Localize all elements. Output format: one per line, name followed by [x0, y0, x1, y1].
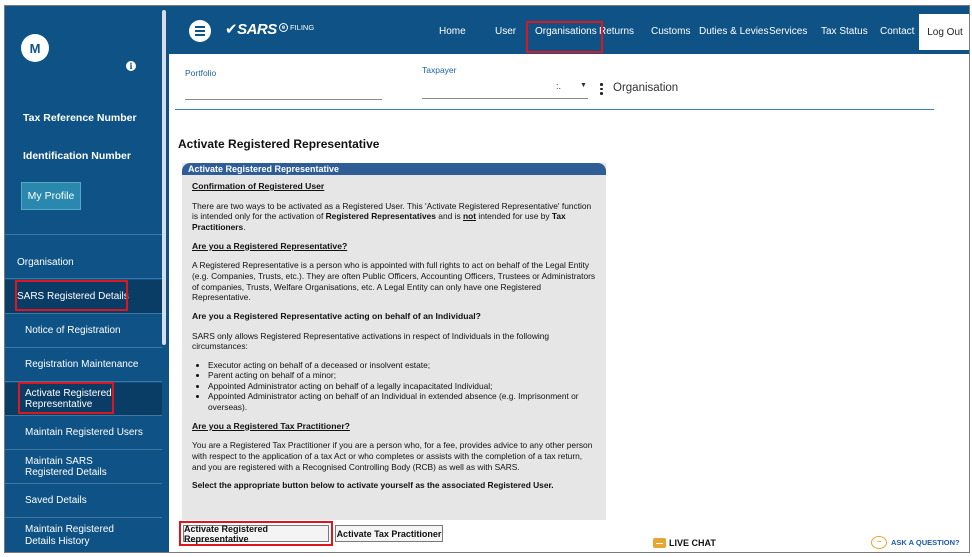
nav-user[interactable]: User: [495, 26, 517, 37]
select-instruction: Select the appropriate button below to activate yourself as the associated Registered User.: [192, 480, 554, 491]
nav-contact[interactable]: Contact: [880, 26, 915, 37]
context-label: Organisation: [613, 82, 679, 94]
portfolio-label: Portfolio: [185, 68, 217, 78]
logo-text: SARS: [237, 21, 277, 38]
sidebar-item-label: Maintain SARS Registered Details: [25, 455, 107, 478]
sidebar-item-label: Registration Maintenance: [25, 359, 139, 371]
activate-registered-representative-button[interactable]: Activate Registered Representative: [183, 525, 329, 542]
tax-practitioner-heading: Are you a Registered Tax Practitioner?: [192, 420, 350, 431]
sidebar-item-maintain-sars-registered-details[interactable]: [5, 451, 162, 484]
sidebar-item-notice-of-registration[interactable]: [5, 315, 162, 348]
individual-list: [208, 360, 597, 413]
chat-icon: [653, 538, 666, 548]
chevron-down-icon[interactable]: ▼: [580, 82, 587, 89]
sidebar-item-registration-maintenance[interactable]: [5, 349, 162, 382]
nav-duties-levies[interactable]: Duties & Levies: [699, 26, 769, 37]
live-chat-button[interactable]: [653, 538, 716, 548]
confirmation-heading: Confirmation of Registered User: [192, 181, 325, 191]
list-item: • Executor acting on behalf of a deceased or insolvent estate;: [208, 360, 597, 371]
nav-services[interactable]: Services: [769, 26, 808, 37]
sidebar-item-label: SARS Registered Details: [17, 290, 129, 302]
sidebar-item-maintain-registered-users[interactable]: [5, 417, 162, 450]
more-options-icon[interactable]: [600, 83, 603, 95]
sidebar-item-maintain-registered-details-history[interactable]: [5, 519, 162, 553]
nav-customs[interactable]: Customs: [651, 26, 691, 37]
panel-body: [192, 181, 597, 491]
my-profile-button[interactable]: My Profile: [21, 182, 81, 210]
app-window: [4, 5, 970, 553]
top-navigation: [169, 6, 970, 54]
sidebar-item-label: Notice of Registration: [25, 325, 121, 337]
page-title: Activate Registered Representative: [178, 137, 380, 151]
ask-question-button[interactable]: [871, 536, 960, 549]
intro-text: There are two ways to be activated as a Registered User. This 'Activate Registered Representative' function is intended only for the activation of Registered Representatives and is not intended for use by Tax Practitioners.: [192, 200, 592, 232]
list-item: • Appointed Administrator acting on behalf of a legally incapacitated Individual;: [208, 381, 597, 392]
live-chat-label: LIVE CHAT: [669, 538, 716, 548]
nav-tax-status[interactable]: Tax Status: [821, 26, 868, 37]
speech-bubble-icon: ···: [871, 536, 887, 549]
nav-organisations[interactable]: Organisations: [535, 26, 597, 37]
sidebar-item-label: Organisation: [17, 256, 74, 268]
taxpayer-label: Taxpayer: [422, 65, 457, 75]
registered-representative-text: A Registered Representative is a person who is appointed with full rights to act on behalf of the Legal Entity (e.g. Companies, Trusts, etc.). They are often Public Officers, Accounting Officers, Trustees or Administrators of companies, Trusts, Welfare Organisations, etc. A Legal Entity can only have one Registered Representative.: [192, 260, 596, 303]
ask-question-label: ASK A QUESTION?: [891, 538, 960, 547]
registered-representative-heading: Are you a Registered Representative?: [192, 240, 348, 251]
sidebar-scrollbar[interactable]: [162, 10, 166, 345]
activation-panel: [182, 163, 606, 520]
sidebar-item-label: Maintain Registered Users: [25, 427, 143, 439]
sidebar-item-label: Activate Registered Representative: [25, 387, 112, 410]
list-item: • Parent acting on behalf of a minor;: [208, 370, 597, 381]
info-icon[interactable]: i: [126, 61, 136, 71]
activate-tax-practitioner-button[interactable]: Activate Tax Practitioner: [335, 525, 443, 542]
sidebar-item-label: Maintain Registered Details History: [25, 524, 114, 547]
hamburger-menu-icon[interactable]: [189, 20, 211, 42]
portfolio-field[interactable]: [185, 99, 382, 100]
sidebar-item-organisation[interactable]: [5, 247, 162, 279]
individual-heading: Are you a Registered Representative acting on behalf of an Individual?: [192, 310, 481, 321]
taxpayer-value: :.: [556, 81, 562, 91]
panel-title: Activate Registered Representative: [182, 163, 606, 175]
sidebar-divider: [5, 234, 162, 235]
efiling-logo: [279, 23, 314, 32]
taxpayer-select[interactable]: [422, 98, 588, 99]
sars-logo[interactable]: ✔SARS: [225, 21, 277, 38]
sidebar-item-label: Saved Details: [25, 495, 87, 507]
tax-practitioner-text: You are a Registered Tax Practitioner if you are a person who, for a fee, provides advice to any other person with respect to the application of a tax Act or who completes or assists with the completion of a tax return, and you are registered with a Recognised Controlling Body (RCB) as well as with SARS.: [192, 440, 593, 472]
nav-home[interactable]: Home: [439, 26, 466, 37]
sidebar-item-activate-registered-representative[interactable]: [5, 383, 162, 416]
efiling-text: FILING: [290, 23, 315, 32]
list-item: • Appointed Administrator acting on behalf of an Individual in extended absence (e.g. Imprisonment or overseas).: [208, 391, 597, 412]
identification-label: Identification Number: [23, 150, 131, 162]
avatar[interactable]: M: [21, 34, 49, 62]
sidebar-item-sars-registered-details[interactable]: [5, 280, 162, 314]
portfolio-divider: [175, 109, 934, 110]
tax-reference-label: Tax Reference Number: [23, 112, 137, 124]
sidebar-item-saved-details[interactable]: [5, 485, 162, 518]
individual-text: SARS only allows Registered Representative activations in respect of Individuals in the following circumstances:: [192, 330, 550, 352]
sidebar: [5, 6, 169, 553]
nav-returns[interactable]: Returns: [599, 26, 635, 37]
efiling-e-icon: e: [279, 23, 288, 32]
logout-button[interactable]: Log Out: [919, 14, 970, 50]
